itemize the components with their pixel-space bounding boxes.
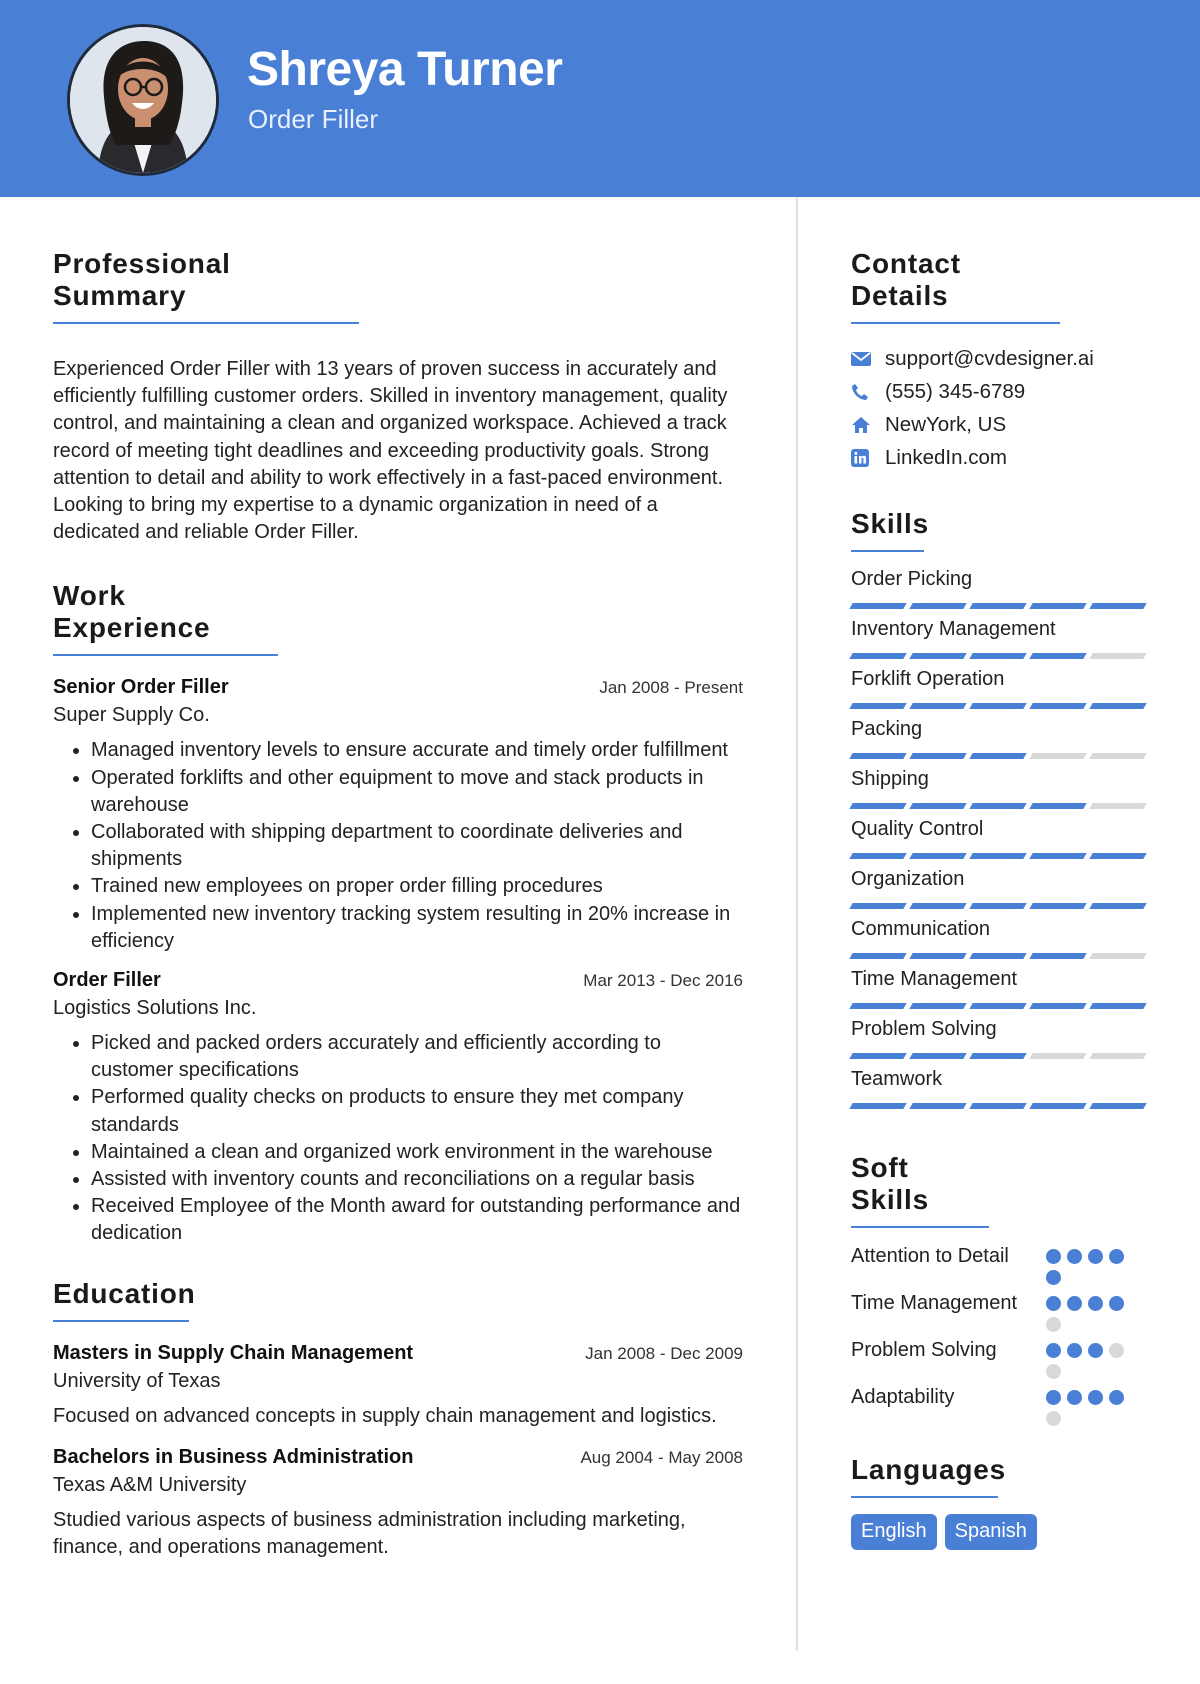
linkedin-icon [851, 449, 885, 467]
skill-segment-filled [1089, 603, 1146, 609]
job-date: Mar 2013 - Dec 2016 [583, 971, 743, 991]
rating-dot-filled [1046, 1296, 1061, 1311]
rating-dot-filled [1067, 1390, 1082, 1405]
soft-skill-rating [1046, 1289, 1136, 1332]
job-entry [53, 676, 743, 955]
skill-segment-filled [909, 1003, 966, 1009]
skill-item [851, 968, 1151, 1018]
skill-segment-filled [969, 1053, 1026, 1059]
job-date: Jan 2008 - Present [599, 678, 743, 698]
education-title: Education [53, 1278, 189, 1322]
candidate-name: Shreya Turner [247, 43, 563, 96]
skill-segment-filled [909, 703, 966, 709]
soft-skills-list [851, 1242, 1151, 1426]
summary-section [53, 248, 743, 546]
soft-skill-rating [1046, 1242, 1136, 1285]
skill-segment-filled [909, 653, 966, 659]
skill-rating-bar [851, 1003, 1145, 1009]
skill-segment-filled [849, 1003, 906, 1009]
skill-rating-bar [851, 903, 1145, 909]
skill-item [851, 918, 1151, 968]
contact-phone[interactable] [851, 375, 1151, 408]
bullet-item: • Maintained a clean and organized work environment in the warehouse [91, 1139, 743, 1166]
summary-text: Experienced Order Filler with 13 years of proven success in accurately and efficiently fulfilling customer orders. Skilled in inventory management, quality control, and maintaining a clean and organized workspace. Achieved a track record of meeting tight deadlines and exceeding productivity goals. Strong attention to detail and ability to work effectively in a fast-paced environment. Looking to bring my expertise to a dynamic organization in need of a dedicated and reliable Order Filler. [53, 358, 728, 544]
skill-item [851, 718, 1151, 768]
skill-segment-filled [909, 753, 966, 759]
skill-item [851, 768, 1151, 818]
soft-skill-item [851, 1336, 1151, 1379]
skill-segment-filled [849, 953, 906, 959]
skill-segment-filled [909, 603, 966, 609]
skill-segment-filled [1089, 903, 1146, 909]
skill-segment-filled [849, 653, 906, 659]
skill-rating-bar [851, 703, 1145, 709]
skill-item [851, 618, 1151, 668]
rating-dot-filled [1088, 1390, 1103, 1405]
soft-skill-name: Problem Solving [851, 1339, 997, 1361]
skill-segment-filled [1029, 903, 1086, 909]
skill-item [851, 818, 1151, 868]
skill-segment-filled [1029, 1103, 1086, 1109]
skill-segment-filled [1029, 1003, 1086, 1009]
bullet-item: • Trained new employees on proper order filling procedures [91, 873, 743, 900]
skill-rating-bar [851, 653, 1145, 659]
column-divider [796, 197, 798, 1651]
skill-name: Problem Solving [851, 1018, 997, 1040]
contact-email[interactable] [851, 342, 1151, 375]
job-title: Order Filler [53, 969, 161, 992]
skill-segment-filled [1029, 953, 1086, 959]
skill-rating-bar [851, 953, 1145, 959]
skill-segment-filled [849, 853, 906, 859]
education-date: Aug 2004 - May 2008 [580, 1447, 743, 1467]
skill-item [851, 568, 1151, 618]
skill-segment-filled [969, 753, 1026, 759]
school-name: Texas A&M University [53, 1473, 247, 1496]
skill-name: Communication [851, 918, 990, 940]
skill-name: Quality Control [851, 818, 984, 840]
education-entry [53, 1342, 743, 1430]
contact-location [851, 408, 1151, 441]
skill-segment-empty [1089, 753, 1146, 759]
experience-section [53, 580, 743, 1247]
skill-segment-filled [1089, 1103, 1146, 1109]
soft-skill-item [851, 1289, 1151, 1332]
skill-segment-filled [1029, 603, 1086, 609]
education-desc: Studied various aspects of business administration including marketing, finance, and operations management. [53, 1508, 686, 1559]
bullet-item: • Picked and packed orders accurately and efficiently according to customer specifications [91, 1030, 743, 1084]
contact-linkedin[interactable] [851, 441, 1151, 474]
rating-dot-filled [1046, 1270, 1061, 1285]
education-desc: Focused on advanced concepts in supply chain management and logistics. [53, 1404, 717, 1427]
rating-dot-filled [1088, 1296, 1103, 1311]
job-company: Logistics Solutions Inc. [53, 997, 257, 1020]
rating-dot-filled [1088, 1249, 1103, 1264]
skill-segment-filled [1029, 653, 1086, 659]
skill-segment-filled [909, 953, 966, 959]
skill-segment-empty [1089, 653, 1146, 659]
degree-title: Masters in Supply Chain Management [53, 1341, 414, 1364]
bullet-item: • Collaborated with shipping department to coordinate deliveries and shipments [91, 819, 743, 873]
rating-dot-empty [1046, 1411, 1061, 1426]
skill-segment-filled [849, 753, 906, 759]
skill-name: Order Picking [851, 568, 973, 590]
job-company: Super Supply Co. [53, 704, 210, 727]
bullet-item: • Assisted with inventory counts and reconciliations on a regular basis [91, 1166, 743, 1193]
rating-dot-filled [1109, 1249, 1124, 1264]
skill-name: Inventory Management [851, 618, 1056, 640]
skill-rating-bar [851, 853, 1145, 859]
skill-name: Packing [851, 718, 923, 740]
bullet-item: • Performed quality checks on products to ensure they met company standards [91, 1084, 743, 1138]
soft-skill-name: Time Management [851, 1292, 1017, 1314]
skill-name: Forklift Operation [851, 668, 1005, 690]
education-section [53, 1278, 743, 1562]
header-banner [0, 0, 1200, 197]
rating-dot-filled [1046, 1249, 1061, 1264]
education-entry [53, 1446, 743, 1561]
rating-dot-empty [1109, 1343, 1124, 1358]
skill-segment-filled [1029, 703, 1086, 709]
skill-segment-filled [849, 703, 906, 709]
rating-dot-filled [1067, 1296, 1082, 1311]
skills-title: Skills [851, 508, 924, 552]
contact-phone-text: (555) 345-6789 [885, 379, 1026, 403]
skill-segment-filled [969, 903, 1026, 909]
soft-skill-rating [1046, 1336, 1136, 1379]
soft-skills-title: Soft Skills [851, 1152, 989, 1228]
skill-item [851, 1068, 1151, 1118]
skill-segment-filled [969, 953, 1026, 959]
rating-dot-filled [1088, 1343, 1103, 1358]
bullet-item: • Operated forklifts and other equipment to move and stack products in warehouse [91, 765, 743, 819]
skill-name: Organization [851, 868, 965, 890]
main-column [53, 248, 743, 1561]
skill-segment-empty [1029, 753, 1086, 759]
skill-segment-filled [849, 803, 906, 809]
bullet-item: • Implemented new inventory tracking system resulting in 20% increase in efficiency [91, 901, 743, 955]
degree-title: Bachelors in Business Administration [53, 1445, 414, 1468]
language-tag-english: English [851, 1514, 937, 1550]
skill-segment-filled [969, 1003, 1026, 1009]
bullet-item: • Received Employee of the Month award for outstanding performance and dedication [91, 1193, 743, 1247]
skills-section [851, 508, 1151, 1118]
rating-dot-filled [1109, 1296, 1124, 1311]
phone-icon [851, 383, 885, 401]
rating-dot-filled [1067, 1343, 1082, 1358]
rating-dot-empty [1046, 1364, 1061, 1379]
contact-title: Contact Details [851, 248, 1060, 324]
rating-dot-filled [1046, 1343, 1061, 1358]
skill-rating-bar [851, 603, 1145, 609]
skill-segment-filled [1089, 1003, 1146, 1009]
soft-skill-item [851, 1242, 1151, 1285]
skill-segment-filled [909, 1053, 966, 1059]
skill-segment-filled [909, 803, 966, 809]
profile-photo [67, 24, 219, 176]
skill-segment-filled [909, 853, 966, 859]
skill-segment-empty [1089, 803, 1146, 809]
skill-name: Teamwork [851, 1068, 943, 1090]
skill-segment-filled [849, 903, 906, 909]
soft-skills-section [851, 1152, 1151, 1426]
contact-section [851, 248, 1151, 474]
skill-segment-filled [909, 1103, 966, 1109]
skill-rating-bar [851, 803, 1145, 809]
job-title: Senior Order Filler [53, 676, 229, 699]
skill-segment-filled [849, 603, 906, 609]
skill-name: Time Management [851, 968, 1017, 990]
skill-segment-empty [1089, 953, 1146, 959]
rating-dot-filled [1046, 1390, 1061, 1405]
rating-dot-filled [1109, 1390, 1124, 1405]
contact-email-text: support@cvdesigner.ai [885, 346, 1094, 370]
skill-item [851, 868, 1151, 918]
candidate-role: Order Filler [248, 104, 379, 134]
home-icon [851, 416, 885, 434]
skill-segment-filled [969, 703, 1026, 709]
job-bullets [53, 1030, 743, 1248]
contact-location-text: NewYork, US [885, 412, 1007, 436]
skill-item [851, 1018, 1151, 1068]
contact-linkedin-text: LinkedIn.com [885, 445, 1007, 469]
language-tags [851, 1514, 1151, 1550]
languages-title: Languages [851, 1454, 998, 1498]
skill-segment-filled [1029, 853, 1086, 859]
soft-skill-name: Attention to Detail [851, 1245, 1009, 1267]
skill-segment-filled [1029, 803, 1086, 809]
education-date: Jan 2008 - Dec 2009 [585, 1343, 743, 1363]
soft-skill-rating [1046, 1383, 1136, 1426]
skill-segment-filled [849, 1103, 906, 1109]
skill-segment-filled [969, 1103, 1026, 1109]
skill-rating-bar [851, 1103, 1145, 1109]
language-tag-spanish: Spanish [945, 1514, 1037, 1550]
rating-dot-filled [1067, 1249, 1082, 1264]
skill-segment-filled [849, 1053, 906, 1059]
skills-list [851, 568, 1151, 1118]
skill-segment-filled [1089, 853, 1146, 859]
job-entry [53, 969, 743, 1248]
skill-segment-filled [969, 603, 1026, 609]
skill-rating-bar [851, 1053, 1145, 1059]
skill-segment-filled [969, 803, 1026, 809]
job-bullets [53, 737, 743, 955]
soft-skill-name: Adaptability [851, 1386, 955, 1408]
experience-title: Work Experience [53, 580, 278, 656]
skill-segment-filled [1089, 703, 1146, 709]
summary-title: Professional Summary [53, 248, 359, 324]
school-name: University of Texas [53, 1369, 221, 1392]
skill-segment-filled [969, 853, 1026, 859]
skill-name: Shipping [851, 768, 929, 790]
person-portrait-icon [70, 27, 216, 173]
skill-segment-empty [1089, 1053, 1146, 1059]
skill-segment-empty [1029, 1053, 1086, 1059]
rating-dot-empty [1046, 1317, 1061, 1332]
skill-segment-filled [969, 653, 1026, 659]
skill-rating-bar [851, 753, 1145, 759]
skill-item [851, 668, 1151, 718]
bullet-item: • Managed inventory levels to ensure accurate and timely order fulfillment [91, 737, 743, 764]
languages-section [851, 1454, 1151, 1550]
skill-segment-filled [909, 903, 966, 909]
soft-skill-item [851, 1383, 1151, 1426]
envelope-icon [851, 351, 885, 367]
sidebar-column [851, 248, 1151, 1550]
